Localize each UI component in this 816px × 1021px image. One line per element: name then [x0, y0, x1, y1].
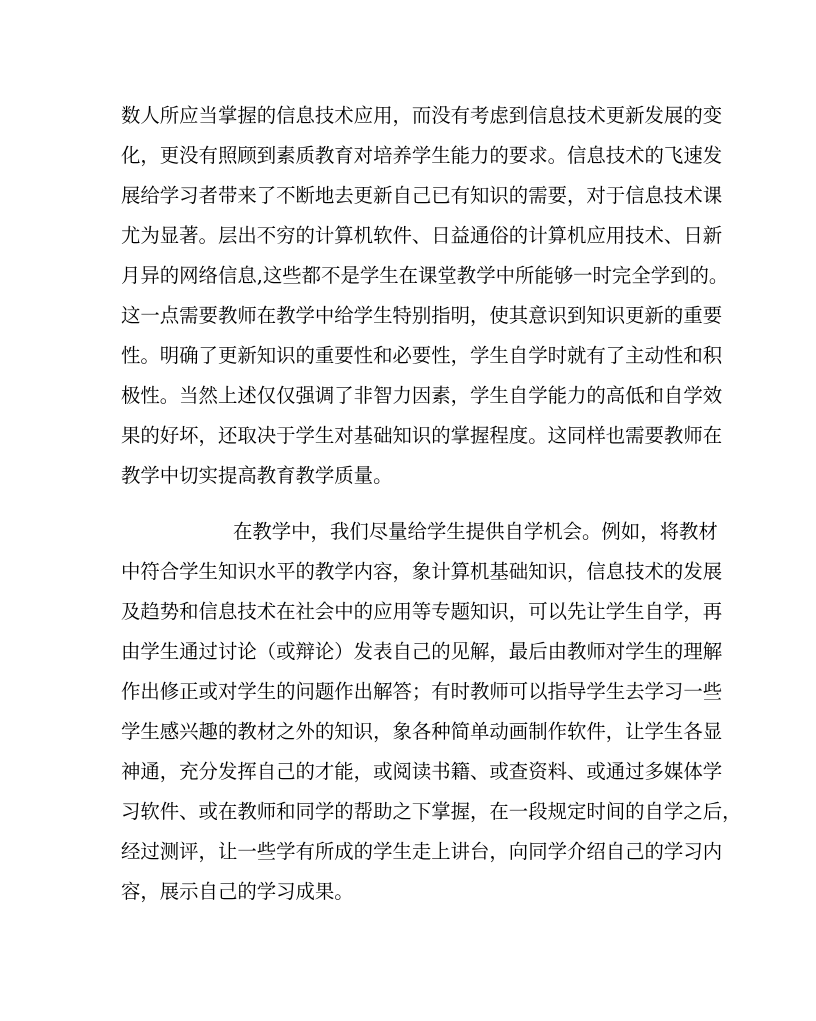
paragraph-1-line-5: 月异的网络信息,这些都不是学生在课堂教学中所能够一时完全学到的。 — [121, 264, 729, 287]
paragraph-1-line-7: 性。明确了更新知识的重要性和必要性，学生自学时就有了主动性和积 — [121, 344, 723, 367]
paragraph-1-line-10: 教学中切实提高教育教学质量。 — [121, 464, 393, 487]
paragraph-1-line-1: 数人所应当掌握的信息技术应用，而没有考虑到信息技术更新发展的变 — [121, 104, 723, 127]
paragraph-2-line-2: 中符合学生知识水平的教学内容，象计算机基础知识，信息技术的发展 — [121, 560, 723, 583]
paragraph-1-line-9: 果的好坏，还取决于学生对基础知识的掌握程度。这同样也需要教师在 — [121, 424, 723, 447]
paragraph-1-line-6: 这一点需要教师在教学中给学生特别指明，使其意识到知识更新的重要 — [121, 304, 723, 327]
paragraph-2-line-4: 由学生通过讨论（或辩论）发表自己的见解，最后由教师对学生的理解 — [121, 640, 723, 663]
paragraph-2-line-5: 作出修正或对学生的问题作出解答；有时教师可以指导学生去学习一些 — [121, 680, 723, 703]
paragraph-2-line-9: 经过测评，让一些学有所成的学生走上讲台，向同学介绍自己的学习内 — [121, 840, 723, 863]
paragraph-2-line-10: 容，展示自己的学习成果。 — [121, 880, 354, 903]
paragraph-1-line-2: 化，更没有照顾到素质教育对培养学生能力的要求。信息技术的飞速发 — [121, 144, 723, 167]
paragraph-2-line-8: 习软件、或在教师和同学的帮助之下掌握，在一段规定时间的自学之后， — [121, 800, 742, 823]
paragraph-2-line-1: 在教学中，我们尽量给学生提供自学机会。例如，将教材 — [233, 520, 718, 543]
paragraph-1-line-8: 极性。当然上述仅仅强调了非智力因素，学生自学能力的高低和自学效 — [121, 384, 723, 407]
paragraph-2-line-6: 学生感兴趣的教材之外的知识，象各种简单动画制作软件，让学生各显 — [121, 720, 723, 743]
paragraph-1-line-4: 尤为显著。层出不穷的计算机软件、日益通俗的计算机应用技术、日新 — [121, 224, 723, 247]
paragraph-2-line-7: 神通，充分发挥自己的才能，或阅读书籍、或查资料、或通过多媒体学 — [121, 760, 723, 783]
paragraph-1-line-3: 展给学习者带来了不断地去更新自己已有知识的需要，对于信息技术课 — [121, 184, 723, 207]
paragraph-2-line-3: 及趋势和信息技术在社会中的应用等专题知识，可以先让学生自学，再 — [121, 600, 723, 623]
